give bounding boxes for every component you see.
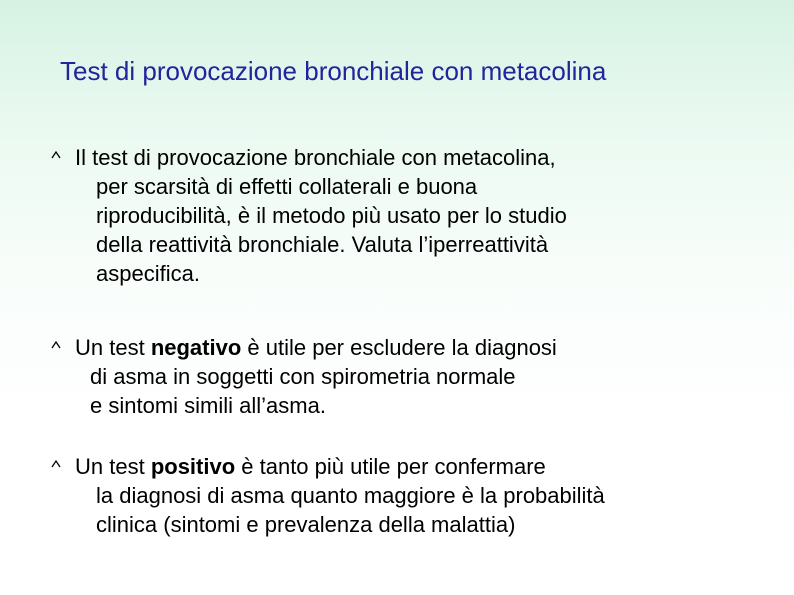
bullet-text bbox=[75, 452, 605, 539]
caret-up-icon bbox=[51, 340, 61, 350]
bullet-line: della reattività bronchiale. Valuta l’iperreattività bbox=[96, 232, 549, 257]
bullet-line: la diagnosi di asma quanto maggiore è la probabilità bbox=[96, 483, 605, 508]
bullet-line bbox=[75, 333, 557, 362]
bullet-line: riproducibilità, è il metodo più usato per lo studio bbox=[96, 203, 567, 228]
caret-up-icon bbox=[51, 150, 61, 160]
bold-term: negativo bbox=[150, 335, 242, 360]
bullet-line: e sintomi simili all’asma. bbox=[90, 393, 326, 418]
bullet-line: clinica (sintomi e prevalenza della malattia) bbox=[96, 512, 516, 537]
bullet-line: aspecifica. bbox=[96, 261, 200, 286]
bullet-line bbox=[75, 452, 605, 481]
bullet-text bbox=[75, 143, 567, 288]
bullet-line-start: Un test bbox=[75, 335, 151, 360]
bullet-line-start: Un test bbox=[75, 454, 151, 479]
bullet-text bbox=[75, 333, 557, 420]
bullet-line: di asma in soggetti con spirometria normale bbox=[90, 364, 516, 389]
bullet-line-end: è tanto più utile per confermare bbox=[235, 454, 546, 479]
caret-up-icon bbox=[51, 459, 61, 469]
bullet-line: per scarsità di effetti collaterali e buona bbox=[96, 174, 478, 199]
bullet-line-end: è utile per escludere la diagnosi bbox=[241, 335, 557, 360]
bullet-line: Il test di provocazione bronchiale con metacolina, bbox=[75, 145, 556, 170]
bold-term: positivo bbox=[150, 454, 236, 479]
slide-title: Test di provocazione bronchiale con metacolina bbox=[60, 56, 607, 86]
